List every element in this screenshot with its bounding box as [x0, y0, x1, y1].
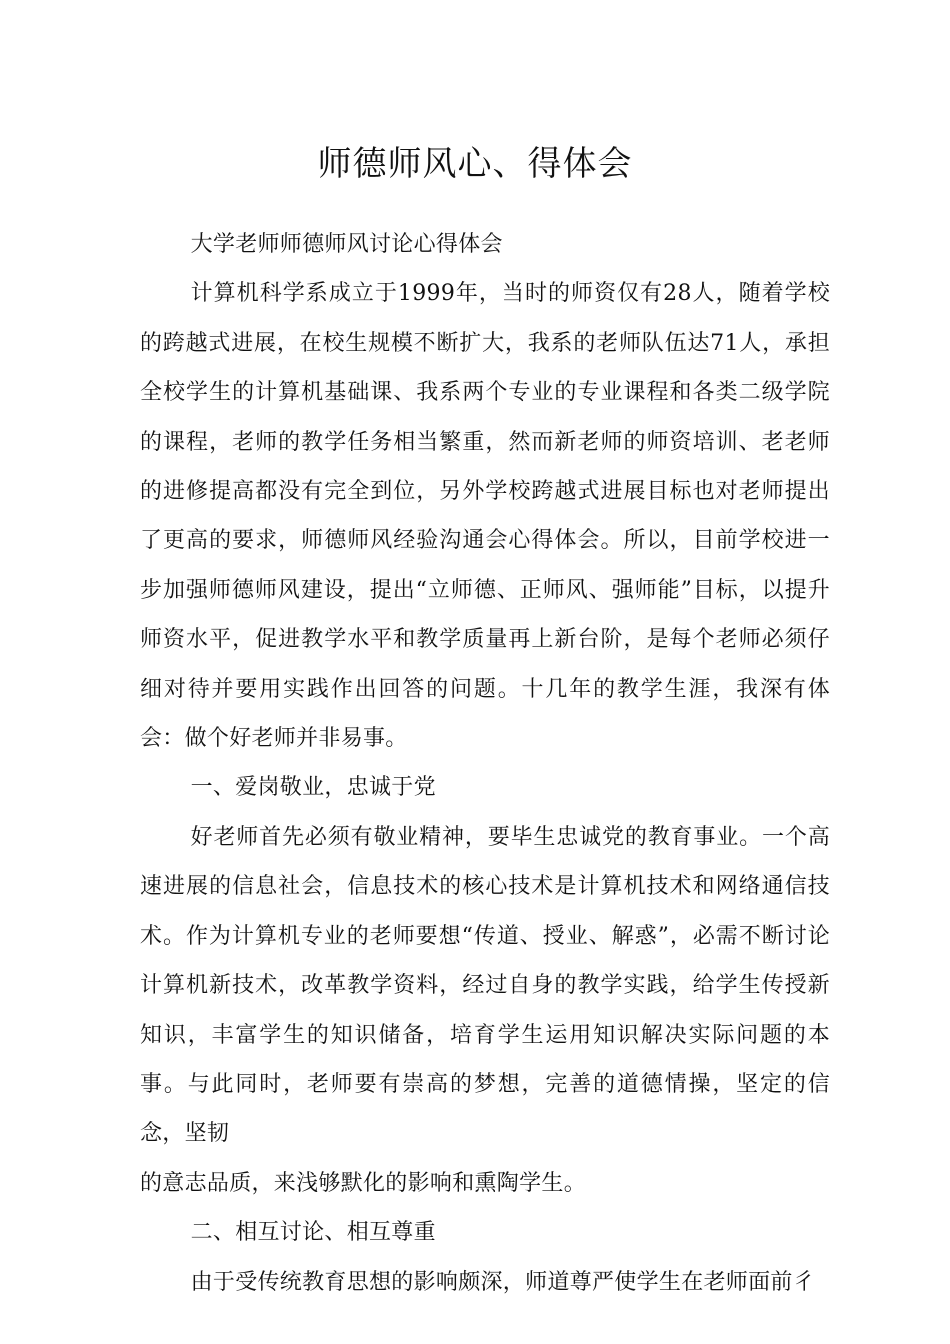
document-body	[140, 220, 830, 1307]
paragraph-section-2: 由于受传统教育思想的影响颇深，师道尊严使学生在老师面前彳	[190, 1269, 815, 1295]
section-heading-1: 一、爱岗敬业，忠诚于党	[190, 775, 436, 801]
document-subtitle: 大学老师师德师风讨论心得体会	[190, 232, 503, 257]
document-title: 师德师风心、得体会	[317, 144, 633, 184]
paragraph-section-1-continued: 的意志品质，来浅够默化的影响和熏陶学生。	[140, 1170, 587, 1196]
paragraph-intro: 计算机科学系成立于1999年，当时的师资仅有28人，随着学校的跨越式进展，在校生规模不断扩大，我系的老师队伍达71人，承担全校学生的计算机基础课、我系两个专业的专业课程和各类二级学院的课程，老师的教学任务相当繁重，然而新老师的师资培训、老老师的进修提高都没有完全到位，另外学校跨越式进展目标也对老师提出了更高的要求，师德师风经验沟通会心得体会。所以，目前学校进一步加强师德师风建设，提出“立师德、正师风、强师能”目标，以提升师资水平，促进教学水平和教学质量再上新台阶，是每个老师必须仔细对待并要用实践作出回答的问题。十几年的教学生涯，我深有体会：做个好老师并非易事。	[140, 281, 830, 752]
paragraph-section-1: 好老师首先必须有敬业精神，要毕生忠诚党的教育事业。一个高速进展的信息社会，信息技术的核心技术是计算机技术和网络通信技术。作为计算机专业的老师要想“传道、授业、解惑”，必需不断讨论计算机新技术，改革教学资料，经过自身的教学实践，给学生传授新知识，丰富学生的知识储备，培育学生运用知识解决实际问题的本事。与此同时，老师要有崇高的梦想，完善的道德情操，坚定的信念，坚韧	[140, 824, 830, 1147]
section-heading-2: 二、相互讨论、相互尊重	[190, 1220, 436, 1246]
